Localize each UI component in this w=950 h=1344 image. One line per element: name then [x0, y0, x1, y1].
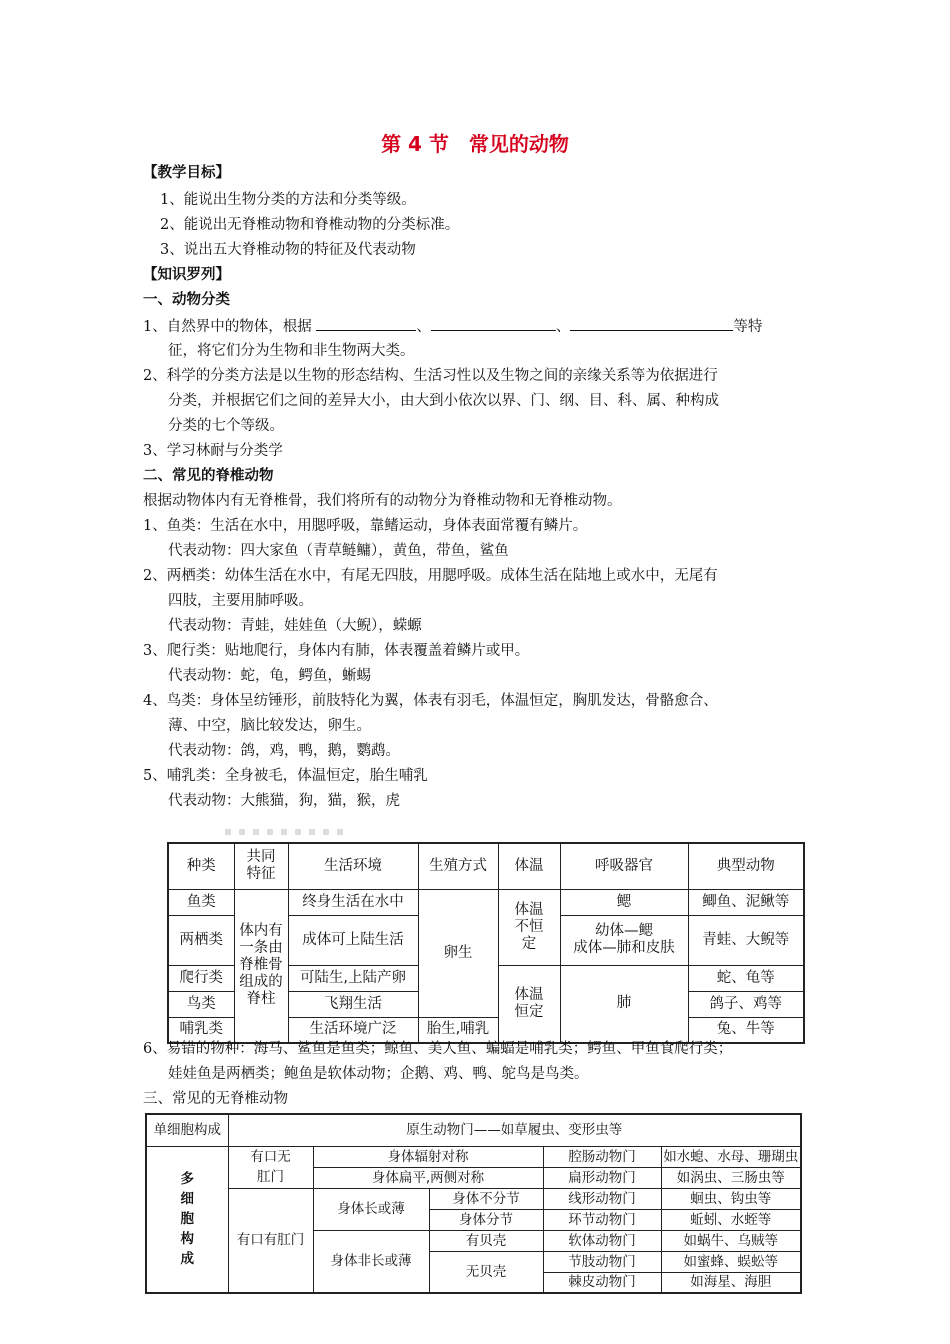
typical-animal-cell: 蛇、龟等	[688, 965, 804, 991]
paragraph-line: 代表动物：青蛙，娃娃鱼（大鲵），蝾螈	[168, 618, 422, 634]
respiration-cell: 幼体—鳃 成体—肺和皮肤	[560, 915, 688, 965]
paragraph-line: 分类，并根据它们之间的差异大小，由大到小依次以界、门、纲、目、科、属、种构成	[168, 393, 719, 409]
column-header: 体温	[498, 843, 560, 889]
example-cell: 如涡虫、三肠虫等	[661, 1167, 801, 1188]
reproduction-cell: 胎生,哺乳	[418, 1017, 498, 1043]
table-row	[146, 1114, 801, 1146]
phylum-cell: 节肢动物门	[543, 1251, 661, 1272]
answer-blank[interactable]	[316, 316, 416, 331]
table-row	[146, 1188, 801, 1209]
phylum-cell: 环节动物门	[543, 1209, 661, 1230]
paragraph-line: 四肢，主要用肺呼吸。	[168, 593, 313, 609]
reproduction-cell: 卵生	[418, 889, 498, 1017]
objectives-heading: 【教学目标】	[143, 165, 230, 181]
paragraph-line: 征，将它们分为生物和非生物两大类。	[168, 343, 415, 359]
environment-cell: 终身生活在水中	[288, 889, 418, 915]
table-row	[146, 1146, 801, 1167]
objective-item: 2、能说出无脊椎动物和脊椎动物的分类标准。	[160, 217, 460, 233]
column-header: 生活环境	[288, 843, 418, 889]
section-heading: 三、常见的无脊椎动物	[143, 1091, 288, 1107]
answer-blank[interactable]	[431, 316, 556, 331]
phylum-cell: 腔肠动物门	[543, 1146, 661, 1167]
example-cell: 蛔虫、钩虫等	[661, 1188, 801, 1209]
subfeature-cell: 身体不分节	[429, 1188, 543, 1209]
typical-animal-cell: 鸽子、鸡等	[688, 991, 804, 1017]
invertebrate-table	[145, 1113, 802, 1294]
class-cell: 哺乳类	[168, 1017, 234, 1043]
multi-cell-label: 多细胞构成	[180, 1171, 194, 1268]
section-heading: 一、动物分类	[143, 292, 230, 308]
class-cell: 爬行类	[168, 965, 234, 991]
common-feature-cell: 体内有一条由脊椎骨组成的脊柱	[234, 889, 288, 1043]
sentence-text: 1、自然界中的物体，根据	[143, 319, 317, 335]
paragraph-line: 3、爬行类：贴地爬行，身体内有肺，体表覆盖着鳞片或甲。	[143, 643, 530, 659]
vertebrate-table	[167, 842, 805, 1044]
branch-cell: 有口有肛门	[228, 1188, 313, 1293]
knowledge-heading: 【知识罗列】	[143, 267, 230, 283]
temperature-cell: 体温不恒定	[498, 889, 560, 965]
paragraph-line: 娃娃鱼是两栖类；鲍鱼是软体动物；企鹅、鸡、鸭、鸵鸟是鸟类。	[168, 1066, 589, 1082]
respiration-cell: 肺	[560, 965, 688, 1043]
typical-animal-cell: 兔、牛等	[688, 1017, 804, 1043]
class-cell: 鸟类	[168, 991, 234, 1017]
paragraph-line: 代表动物：四大家鱼（青草鲢鳙），黄鱼，带鱼，鲨鱼	[168, 543, 509, 559]
paragraph-line: 6、易错的物种：海马、鲨鱼是鱼类；鲸鱼、美人鱼、蝙蝠是哺乳类；鳄鱼、甲鱼食爬行类；	[143, 1041, 733, 1057]
paragraph-line: 5、哺乳类：全身被毛，体温恒定，胎生哺乳	[143, 768, 428, 784]
example-cell: 蚯蚓、水蛭等	[661, 1209, 801, 1230]
phylum-cell: 线形动物门	[543, 1188, 661, 1209]
protozoa-cell: 原生动物门——如草履虫、变形虫等	[228, 1114, 801, 1146]
example-cell: 如蜜蜂、蜈蚣等	[661, 1251, 801, 1272]
example-cell: 如海星、海胆	[661, 1272, 801, 1293]
paragraph-line: 3、学习林耐与分类学	[143, 443, 283, 459]
answer-blank[interactable]	[570, 316, 733, 331]
environment-cell: 成体可上陆生活	[288, 915, 418, 965]
table-row	[168, 889, 804, 915]
sentence-text: 等特	[733, 319, 763, 335]
page-title: 第 4 节 常见的动物	[381, 132, 569, 156]
branch-cell: 有口无肛门	[228, 1146, 313, 1188]
objective-item: 1、能说出生物分类的方法和分类等级。	[160, 192, 416, 208]
category-cell: 单细胞构成	[146, 1114, 228, 1146]
phylum-cell: 软体动物门	[543, 1230, 661, 1251]
respiration-cell: 鳃	[560, 889, 688, 915]
paragraph-line: 2、科学的分类方法是以生物的形态结构、生活习性以及生物之间的亲缘关系等为依据进行	[143, 368, 718, 384]
example-cell: 如水螅、水母、珊瑚虫	[661, 1146, 801, 1167]
column-header: 典型动物	[688, 843, 804, 889]
environment-cell: 生活环境广泛	[288, 1017, 418, 1043]
paragraph-line: 根据动物体内有无脊椎骨，我们将所有的动物分为脊椎动物和无脊椎动物。	[143, 493, 622, 509]
paragraph-line: 代表动物：大熊猫，狗，猫，猴，虎	[168, 793, 400, 809]
phylum-cell: 棘皮动物门	[543, 1272, 661, 1293]
typical-animal-cell: 青蛙、大鲵等	[688, 915, 804, 965]
column-header: 种类	[168, 843, 234, 889]
feature-cell: 身体辐射对称	[313, 1146, 543, 1167]
subfeature-cell: 身体分节	[429, 1209, 543, 1230]
paragraph-line: 代表动物：蛇，龟，鳄鱼，蜥蜴	[168, 668, 371, 684]
environment-cell: 飞翔生活	[288, 991, 418, 1017]
subfeature-cell: 无贝壳	[429, 1251, 543, 1293]
typical-animal-cell: 鲫鱼、泥鳅等	[688, 889, 804, 915]
phylum-cell: 扁形动物门	[543, 1167, 661, 1188]
faded-scan-marks	[225, 829, 345, 835]
feature-cell: 身体非长或薄	[313, 1230, 429, 1293]
temperature-cell: 体温恒定	[498, 965, 560, 1043]
section-heading: 二、常见的脊椎动物	[143, 468, 274, 484]
feature-cell: 身体长或薄	[313, 1188, 429, 1230]
paragraph-line: 1、鱼类：生活在水中，用腮呼吸，靠鳍运动，身体表面常覆有鳞片。	[143, 518, 588, 534]
separator: 、	[416, 319, 431, 335]
paragraph-line: 薄、中空，脑比较发达，卵生。	[168, 718, 371, 734]
subfeature-cell: 有贝壳	[429, 1230, 543, 1251]
paragraph-line: 代表动物：鸽，鸡，鸭，鹅，鹦鹉。	[168, 743, 400, 759]
separator: 、	[555, 319, 571, 335]
objective-item: 3、说出五大脊椎动物的特征及代表动物	[160, 242, 416, 258]
paragraph-line: 分类的七个等级。	[168, 418, 284, 434]
column-header: 生殖方式	[418, 843, 498, 889]
feature-cell: 身体扁平,两侧对称	[313, 1167, 543, 1188]
paragraph-line: 4、鸟类：身体呈纺锤形，前肢特化为翼，体表有羽毛，体温恒定，胸肌发达，骨骼愈合、	[143, 693, 718, 709]
example-cell: 如蜗牛、乌贼等	[661, 1230, 801, 1251]
column-header: 共同特征	[234, 843, 288, 889]
class-cell: 两栖类	[168, 915, 234, 965]
paragraph-line: 2、两栖类：幼体生活在水中，有尾无四肢，用腮呼吸。成体生活在陆地上或水中，无尾有	[143, 568, 718, 584]
environment-cell: 可陆生,上陆产卵	[288, 965, 418, 991]
fill-in-sentence	[143, 316, 762, 337]
category-cell	[146, 1146, 228, 1293]
column-header: 呼吸器官	[560, 843, 688, 889]
class-cell: 鱼类	[168, 889, 234, 915]
table-header-row	[168, 843, 804, 889]
